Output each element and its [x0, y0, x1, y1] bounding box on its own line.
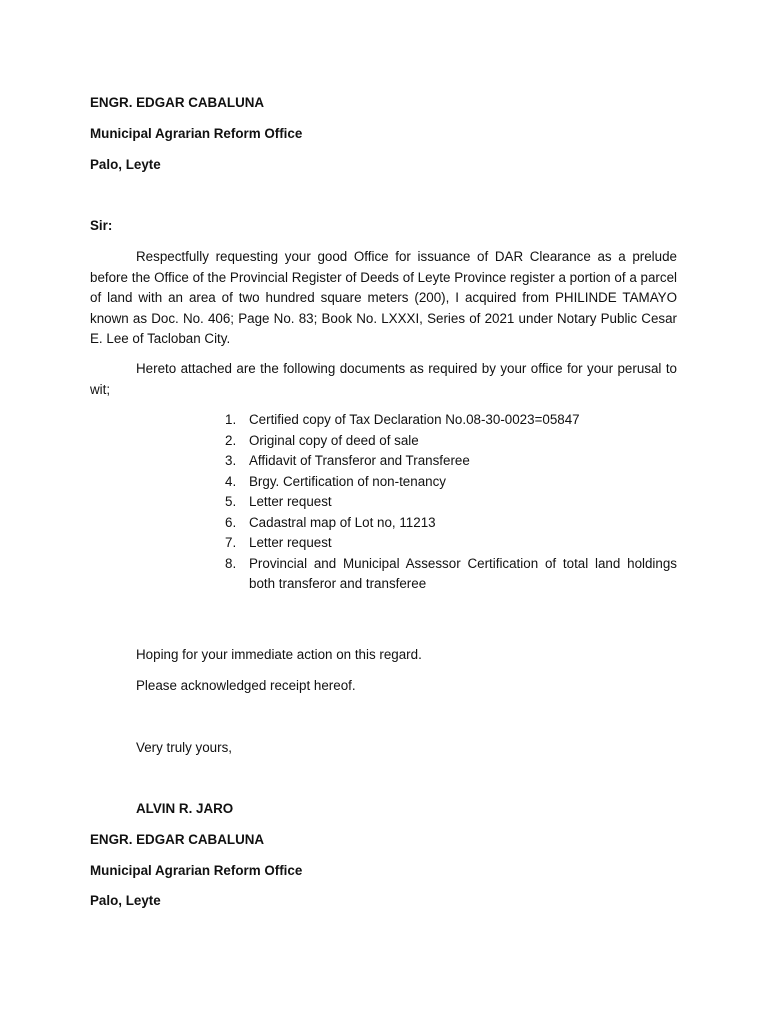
list-item-number: 4.: [225, 473, 237, 489]
addressee-office: Municipal Agrarian Reform Office: [90, 126, 303, 141]
valediction: Very truly yours,: [136, 740, 232, 755]
list-item-text: Affidavit of Transferor and Transferee: [249, 453, 470, 468]
list-item: [225, 451, 677, 472]
closing-acknowledge: Please acknowledged receipt hereof.: [136, 678, 356, 693]
addressee-name: ENGR. EDGAR CABALUNA: [90, 95, 265, 110]
list-item-text: Letter request: [249, 494, 332, 509]
list-item-number: 5.: [225, 494, 237, 509]
list-item-number: 8.: [225, 555, 237, 571]
list-item: [225, 513, 677, 534]
list-item: [225, 533, 677, 554]
list-item-text: Certified copy of Tax Declaration No.08-30-0023=05847: [249, 412, 580, 427]
footer-addressee-location: Palo, Leyte: [90, 893, 161, 908]
list-item-number: 7.: [225, 535, 237, 550]
addressee-location: Palo, Leyte: [90, 157, 161, 172]
list-item: [225, 431, 677, 452]
list-item-number: 3.: [225, 453, 237, 468]
list-item-text: Provincial and Municipal Assessor Certification of total land holdings both transferor and transferee: [249, 555, 677, 591]
attachments-intro-paragraph: [90, 359, 677, 400]
request-text: Respectfully requesting your good Office for issuance of DAR Clearance as a prelude before the Office of the Provincial Register of Deeds of Leyte Province register a portion of a parcel of land with an area of two hundred square meters (200), I acquired from PHILINDE TAMAYO known as Doc. No. 406; Page No. 83; Book No. LXXXI, Series of 2021 under Notary Public Cesar E. Lee of Tacloban City.: [90, 249, 677, 346]
list-item: [225, 472, 677, 493]
request-paragraph: [90, 247, 677, 350]
list-item-text: Original copy of deed of sale: [249, 432, 419, 448]
list-item-text: Brgy. Certification of non-tenancy: [249, 473, 446, 489]
list-item-number: 1.: [225, 412, 237, 427]
salutation: Sir:: [90, 218, 113, 233]
closing-hope: Hoping for your immediate action on this regard.: [136, 647, 422, 662]
footer-addressee-office: Municipal Agrarian Reform Office: [90, 863, 303, 878]
list-item-number: 6.: [225, 514, 237, 530]
list-item: [225, 410, 677, 431]
attachments-intro-text: Hereto attached are the following documents as required by your office for your perusal to wit;: [90, 361, 677, 397]
list-item-number: 2.: [225, 432, 237, 448]
list-item-text: Cadastral map of Lot no, 11213: [249, 514, 436, 530]
footer-addressee-name: ENGR. EDGAR CABALUNA: [90, 832, 265, 847]
signatory-name: ALVIN R. JARO: [136, 801, 234, 816]
attachments-list: [225, 410, 677, 595]
list-item: [225, 492, 677, 513]
list-item-text: Letter request: [249, 535, 332, 550]
list-item: [225, 554, 677, 595]
